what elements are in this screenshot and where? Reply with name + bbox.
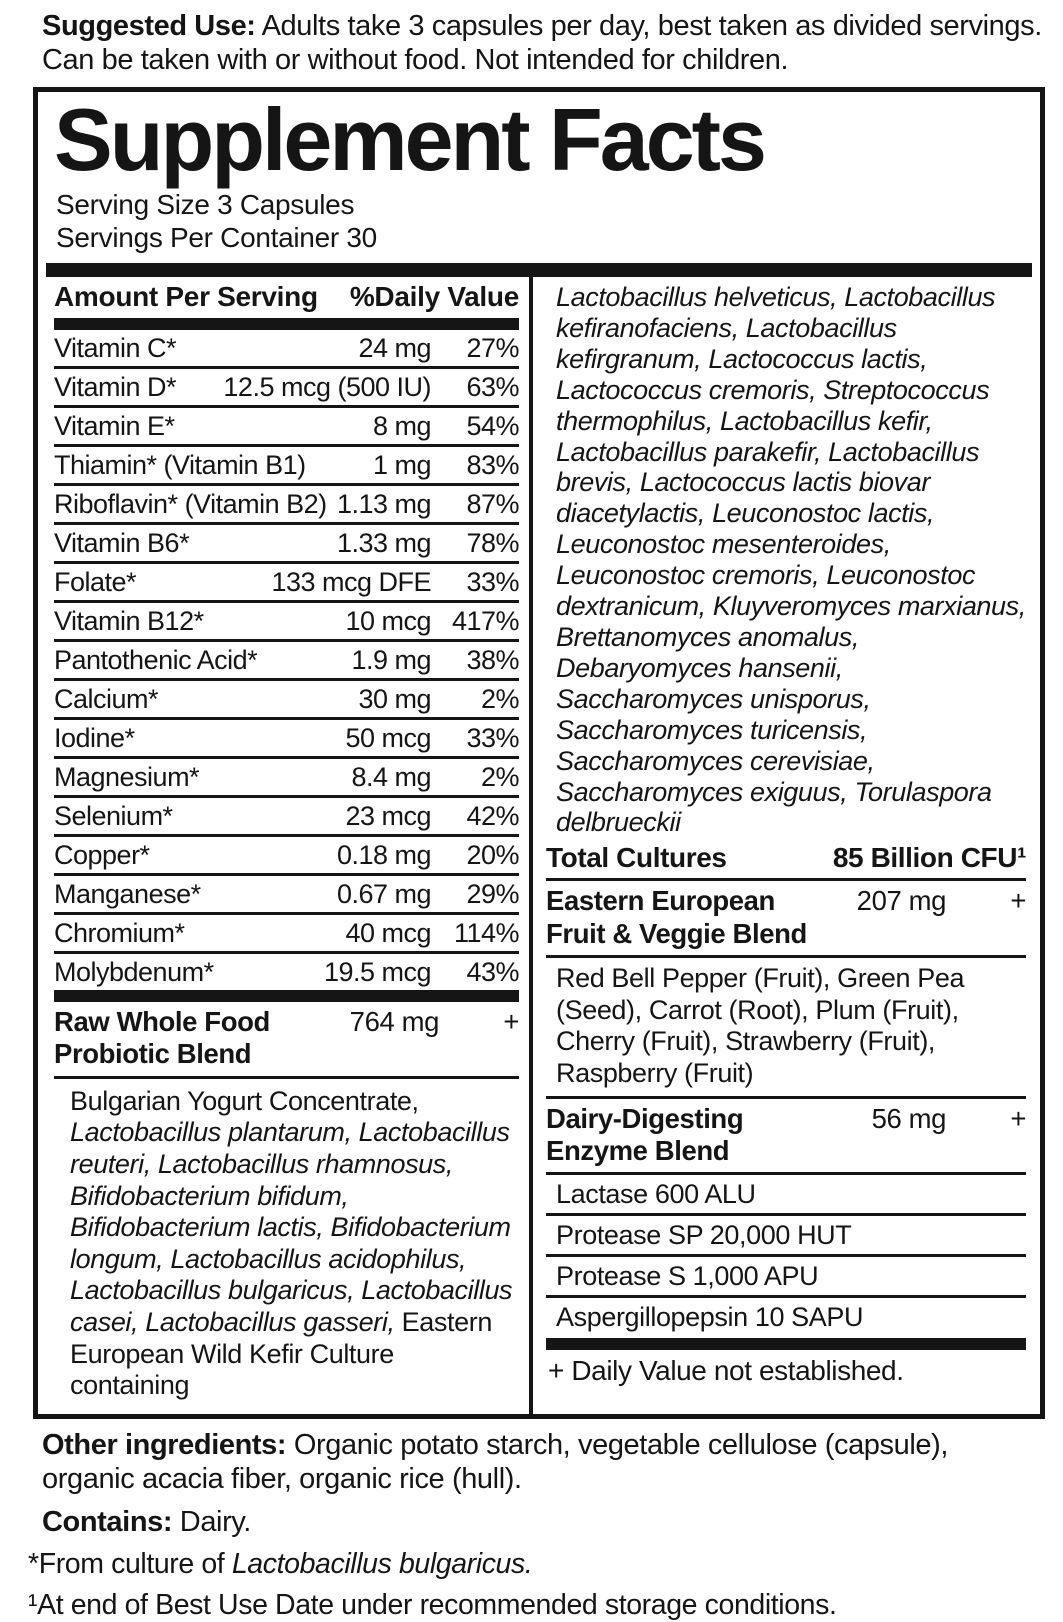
nutrient-name: Riboflavin* (Vitamin B2) — [54, 489, 327, 520]
other-ingredients — [42, 1429, 1043, 1497]
divider-bar-footnote — [546, 1338, 1026, 1350]
nutrient-amount: 1.33 mg — [336, 528, 431, 559]
nutrient-daily-value: 63% — [466, 372, 519, 403]
nutrient-name: Vitamin B6* — [54, 528, 190, 559]
table-row — [54, 366, 519, 405]
total-cultures-value: 85 Billion CFU¹ — [832, 842, 1026, 874]
nutrient-amount: 50 mcg — [345, 723, 431, 754]
daily-value-footnote: + Daily Value not established. — [548, 1355, 904, 1387]
enzyme-blend-dv: + — [1010, 1102, 1026, 1134]
nutrient-name: Iodine* — [54, 723, 135, 754]
nutrient-name: Manganese* — [54, 879, 201, 910]
footnotes — [28, 1547, 1043, 1621]
enzyme-row: Aspergillopepsin 10 SAPU — [546, 1295, 1026, 1336]
nutrient-name: Thiamin* (Vitamin B1) — [54, 450, 306, 481]
nutrient-table — [54, 330, 519, 990]
divider-bar-header — [54, 318, 519, 330]
servings-per-container: Servings Per Container 30 — [56, 222, 377, 254]
probiotic-blend-name-line1: Raw Whole Food — [54, 1006, 270, 1038]
table-row — [54, 834, 519, 873]
nutrient-daily-value: 2% — [480, 684, 519, 715]
table-row — [54, 600, 519, 639]
daily-value-label: %Daily Value — [349, 281, 519, 313]
enzyme-row: Protease SP 20,000 HUT — [546, 1213, 1026, 1254]
enzyme-blend-name-line2: Enzyme Blend — [546, 1134, 730, 1166]
fruit-veggie-blend-description: Red Bell Pepper (Fruit), Green Pea (Seed), Carrot (Root), Plum (Fruit), Cherry (Fruit), Strawberry (Fruit), Raspberry (Fruit) — [546, 958, 1026, 1098]
nutrient-daily-value: 33% — [466, 723, 519, 754]
nutrient-daily-value: 87% — [466, 489, 519, 520]
serving-info — [46, 188, 1032, 255]
suggested-use-text: Adults take 3 capsules per day, best taken as divided servings. Can be taken with or without food. Not intended for children. — [42, 10, 1042, 76]
probiotic-blend-dv: + — [503, 1006, 519, 1038]
table-row — [54, 678, 519, 717]
nutrient-name: Selenium* — [54, 801, 173, 832]
table-row — [54, 483, 519, 522]
nutrient-name: Vitamin E* — [54, 411, 175, 442]
table-row — [54, 405, 519, 444]
right-column — [533, 277, 1032, 1414]
table-row — [54, 717, 519, 756]
nutrient-amount: 19.5 mcg — [323, 957, 431, 988]
fruit-veggie-blend-header — [546, 881, 1026, 958]
nutrient-daily-value: 29% — [466, 879, 519, 910]
nutrient-name: Vitamin B12* — [54, 606, 204, 637]
nutrient-amount: 0.67 mg — [336, 879, 431, 910]
enzyme-row: Lactase 600 ALU — [556, 1179, 756, 1210]
nutrient-name: Magnesium* — [54, 762, 200, 793]
nutrient-amount: 40 mcg — [345, 918, 431, 949]
table-row — [54, 639, 519, 678]
nutrient-daily-value: 38% — [466, 645, 519, 676]
nutrient-amount: 1.9 mg — [351, 645, 431, 676]
probiotic-blend-header — [54, 1002, 519, 1079]
nutrient-name: Vitamin C* — [54, 333, 177, 364]
fruit-veggie-blend-name — [546, 885, 807, 950]
nutrient-daily-value: 20% — [466, 840, 519, 871]
fruit-veggie-blend-dv: + — [1010, 885, 1026, 917]
fruit-veggie-blend-name-line1: Eastern European — [546, 885, 775, 917]
nutrient-name: Chromium* — [54, 918, 185, 949]
nutrient-name: Vitamin D* — [54, 372, 177, 403]
nutrient-daily-value: 83% — [466, 450, 519, 481]
enzyme-blend-name — [546, 1103, 743, 1168]
nutrient-daily-value: 33% — [466, 567, 519, 598]
enzyme-blend-amount: 56 mg — [871, 1102, 946, 1134]
kefir-species-list: Lactobacillus helveticus, Lactobacillus kefiranofaciens, Lactobacillus kefirgranum, Lactococcus lactis, Lactococcus cremoris, Streptococcus thermophilus, Lactobacillus kefir, Lactobacillus parakefir, Lactobacillus brevis, Lactococcus lactis biovar diacetylactis, Leuconostoc lactis, Leuconostoc mesenteroides, Leuconostoc cremoris, Leuconostoc dextranicum, Kluyveromyces marxianus, Brettanomyces anomalus, Debaryomyces hansenii, Saccharomyces unisporus, Saccharomyces turicensis, Saccharomyces cerevisiae, Saccharomyces exiguus, Torulaspora delbrueckii — [556, 282, 1026, 838]
supplement-facts-panel — [33, 87, 1045, 1419]
enzyme-blend-header — [546, 1099, 1026, 1176]
probiotic-blend-description: Bulgarian Yogurt Concentrate, Lactobacillus plantarum, Lactobacillus reuteri, Lactobacillus rhamnosus, Bifidobacterium bifidum, Bifidobacterium lactis, Bifidobacterium longum, Lactobacillus acidophilus, Lactobacillus bulgaricus, Lactobacillus casei, Lactobacillus gasseri, Eastern European Wild Kefir Culture containing — [70, 1085, 513, 1401]
table-row — [54, 561, 519, 600]
table-row — [54, 912, 519, 951]
table-row — [54, 951, 519, 990]
amount-per-serving-label: Amount Per Serving — [54, 281, 318, 313]
nutrient-amount: 133 mcg DFE — [271, 567, 431, 598]
nutrient-daily-value: 43% — [466, 957, 519, 988]
table-row — [54, 756, 519, 795]
total-cultures-label: Total Cultures — [546, 842, 727, 874]
nutrient-daily-value: 2% — [480, 762, 519, 793]
nutrient-name: Pantothenic Acid* — [54, 645, 258, 676]
probiotic-blend-amount: 764 mg — [349, 1006, 439, 1038]
other-ingredients-label: Other ingredients: — [42, 1428, 287, 1461]
divider-bar-top — [46, 263, 1032, 277]
nutrient-name: Copper* — [54, 840, 150, 871]
table-row — [54, 522, 519, 561]
nutrient-amount: 0.18 mg — [336, 840, 431, 871]
suggested-use — [42, 10, 1043, 78]
table-row — [54, 795, 519, 834]
probiotic-blend-name-line2: Probiotic Blend — [54, 1038, 252, 1070]
contains-label: Contains: — [42, 1505, 173, 1538]
contains-text: Dairy. — [172, 1505, 251, 1538]
nutrient-daily-value: 417% — [451, 606, 519, 637]
table-row — [54, 330, 519, 366]
footer-ingredients — [42, 1429, 1043, 1540]
nutrient-daily-value: 78% — [466, 528, 519, 559]
table-row — [54, 444, 519, 483]
total-cultures-row — [546, 840, 1026, 881]
suggested-use-label: Suggested Use: — [42, 10, 256, 42]
other-ingredients-text: Organic potato starch, vegetable cellulose (capsule), organic acacia fiber, organic rice (hull). — [42, 1428, 949, 1495]
nutrient-name: Calcium* — [54, 684, 159, 715]
fruit-veggie-blend-amount: 207 mg — [856, 885, 946, 917]
page-title: Supplement Facts — [54, 89, 764, 189]
panel-columns — [46, 277, 1032, 1414]
contains — [42, 1506, 1043, 1540]
nutrient-name: Folate* — [54, 567, 137, 598]
table-header — [54, 277, 519, 318]
nutrient-amount: 10 mcg — [345, 606, 431, 637]
nutrient-amount: 8 mg — [372, 411, 431, 442]
table-row — [54, 873, 519, 912]
divider-bar-blend — [54, 990, 519, 1002]
nutrient-daily-value: 114% — [453, 918, 519, 949]
nutrient-amount: 12.5 mcg (500 IU) — [223, 372, 431, 403]
nutrient-amount: 1.13 mg — [336, 489, 431, 520]
nutrient-amount: 23 mcg — [345, 801, 431, 832]
fruit-veggie-blend-name-line2: Fruit & Veggie Blend — [546, 917, 807, 949]
enzyme-list — [546, 1175, 1026, 1336]
enzyme-row: Protease S 1,000 APU — [546, 1254, 1026, 1295]
nutrient-amount: 1 mg — [372, 450, 431, 481]
nutrient-daily-value: 54% — [466, 411, 519, 442]
serving-size: Serving Size 3 Capsules — [56, 188, 355, 220]
nutrient-name: Molybdenum* — [54, 957, 214, 988]
footnote-asterisk: *From culture of Lactobacillus bulgaricus. — [28, 1548, 533, 1581]
nutrient-amount: 30 mg — [358, 684, 431, 715]
enzyme-blend-name-line1: Dairy-Digesting — [546, 1102, 744, 1134]
nutrient-amount: 8.4 mg — [351, 762, 431, 793]
left-column — [46, 277, 533, 1414]
nutrient-amount: 24 mg — [358, 333, 431, 364]
nutrient-daily-value: 27% — [466, 333, 519, 364]
nutrient-daily-value: 42% — [466, 801, 519, 832]
supplement-label — [0, 10, 1063, 1621]
probiotic-blend-name — [54, 1006, 270, 1071]
footnote-cfu: ¹At end of Best Use Date under recommended storage conditions. — [28, 1588, 837, 1621]
